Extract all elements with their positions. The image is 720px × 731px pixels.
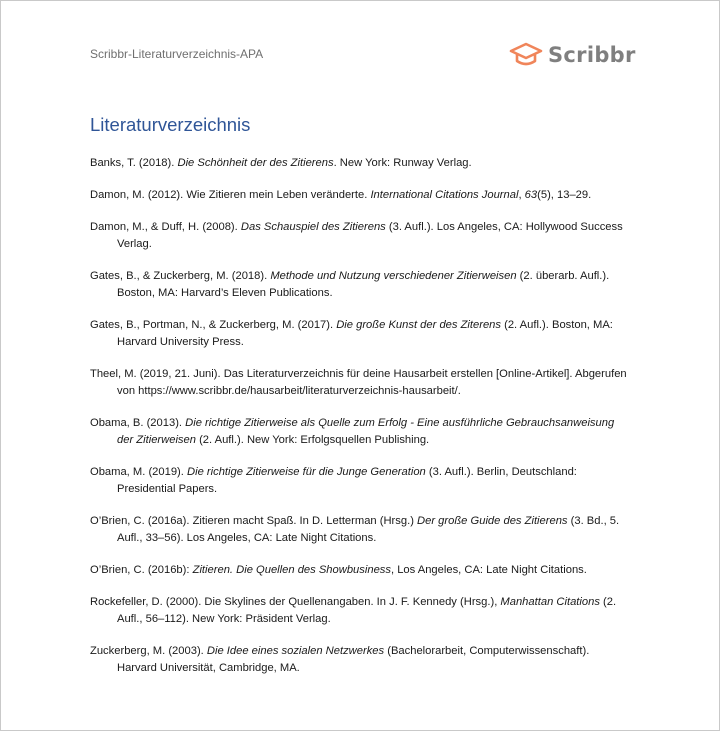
reference-text: (2. Aufl., 56–112). New York: Präsident Verlag. <box>117 596 617 625</box>
reference-title: 63 <box>524 189 538 201</box>
reference-text: Banks, T. (2018). <box>90 157 178 169</box>
logo-text: Scribbr <box>548 42 636 67</box>
reference-text: (3. Bd., 5. Aufl., 33–56). Los Angeles, CA: Late Night Citations. <box>117 515 620 544</box>
reference-title: Manhattan Citations <box>500 596 600 608</box>
reference-text: (5), 13–29. <box>537 189 592 201</box>
reference-entry <box>90 187 630 204</box>
reference-title: International Citations Journal <box>370 189 519 201</box>
reference-entry <box>90 643 630 677</box>
reference-entry <box>90 366 630 400</box>
reference-text: Gates, B., Portman, N., & Zuckerberg, M. (2017). <box>90 319 337 331</box>
reference-text: (3. Aufl.). Los Angeles, CA: Hollywood Success Verlag. <box>117 221 623 250</box>
reference-entry <box>90 415 630 449</box>
reference-title: Zitieren. Die Quellen des Showbusiness <box>192 564 391 576</box>
page-title: Literaturverzeichnis <box>90 114 251 135</box>
reference-entry <box>90 219 630 253</box>
reference-text: Zuckerberg, M. (2003). <box>90 645 207 657</box>
reference-entry <box>90 513 630 547</box>
reference-entry <box>90 268 630 302</box>
reference-title: Die Idee eines sozialen Netzwerkes <box>206 645 385 657</box>
reference-text: Theel, M. (2019, 21. Juni). Das Literaturverzeichnis für deine Hausarbeit erstellen [Online-Artikel]. Abgerufen von https://www.scribbr.de/hausarbeit/literaturverzeichnis-hausarbeit/. <box>90 368 627 397</box>
reference-text: Damon, M. (2012). Wie Zitieren mein Leben veränderte. <box>90 189 371 201</box>
graduation-cap-icon <box>509 41 543 69</box>
reference-text: Obama, B. (2013). <box>90 417 186 429</box>
reference-title: Methode und Nutzung verschiedener Zitierweisen <box>270 270 517 282</box>
reference-title: Die richtige Zitierweise für die Junge Generation <box>187 466 426 478</box>
reference-text: O’Brien, C. (2016a). Zitieren macht Spaß. In D. Letterman (Hrsg.) <box>90 515 418 527</box>
reference-entry <box>90 594 630 628</box>
reference-title: Der große Guide des Zitierens <box>417 515 568 527</box>
reference-list <box>90 155 630 692</box>
reference-text: , Los Angeles, CA: Late Night Citations. <box>390 564 587 576</box>
reference-entry <box>90 317 630 351</box>
reference-text: O’Brien, C. (2016b): <box>90 564 193 576</box>
reference-title: Die große Kunst der des Ziterens <box>336 319 501 331</box>
header-doc-name: Scribbr-Literaturverzeichnis-APA <box>90 47 264 61</box>
reference-text: (2. Aufl.). Boston, MA: Harvard University Press. <box>117 319 613 348</box>
reference-text: (Bachelorarbeit, Computerwissenschaft). Harvard Universität, Cambridge, MA. <box>117 645 590 674</box>
reference-text: Gates, B., & Zuckerberg, M. (2018). <box>90 270 271 282</box>
scribbr-logo <box>509 41 636 69</box>
reference-text: (2. Aufl.). New York: Erfolgsquellen Publishing. <box>195 434 430 446</box>
reference-text: , <box>518 189 525 201</box>
reference-title: Die richtige Zitierweise als Quelle zum Erfolg - Eine ausführliche Gebrauchsanweisung der Zitierweisen <box>117 417 615 446</box>
reference-text: Rockefeller, D. (2000). Die Skylines der Quellenangaben. In J. F. Kennedy (Hrsg.), <box>90 596 501 608</box>
reference-entry <box>90 464 630 498</box>
reference-text: (3. Aufl.). Berlin, Deutschland: Presidential Papers. <box>117 466 577 495</box>
reference-entry <box>90 155 630 172</box>
reference-text: Damon, M., & Duff, H. (2008). <box>90 221 241 233</box>
reference-text: (2. überarb. Aufl.). Boston, MA: Harvard’s Eleven Publications. <box>117 270 610 299</box>
reference-text: Obama, M. (2019). <box>90 466 187 478</box>
reference-title: Das Schauspiel des Zitierens <box>240 221 386 233</box>
reference-entry <box>90 562 630 579</box>
reference-title: Die Schönheit der des Zitierens <box>177 157 334 169</box>
reference-text: . New York: Runway Verlag. <box>333 157 472 169</box>
